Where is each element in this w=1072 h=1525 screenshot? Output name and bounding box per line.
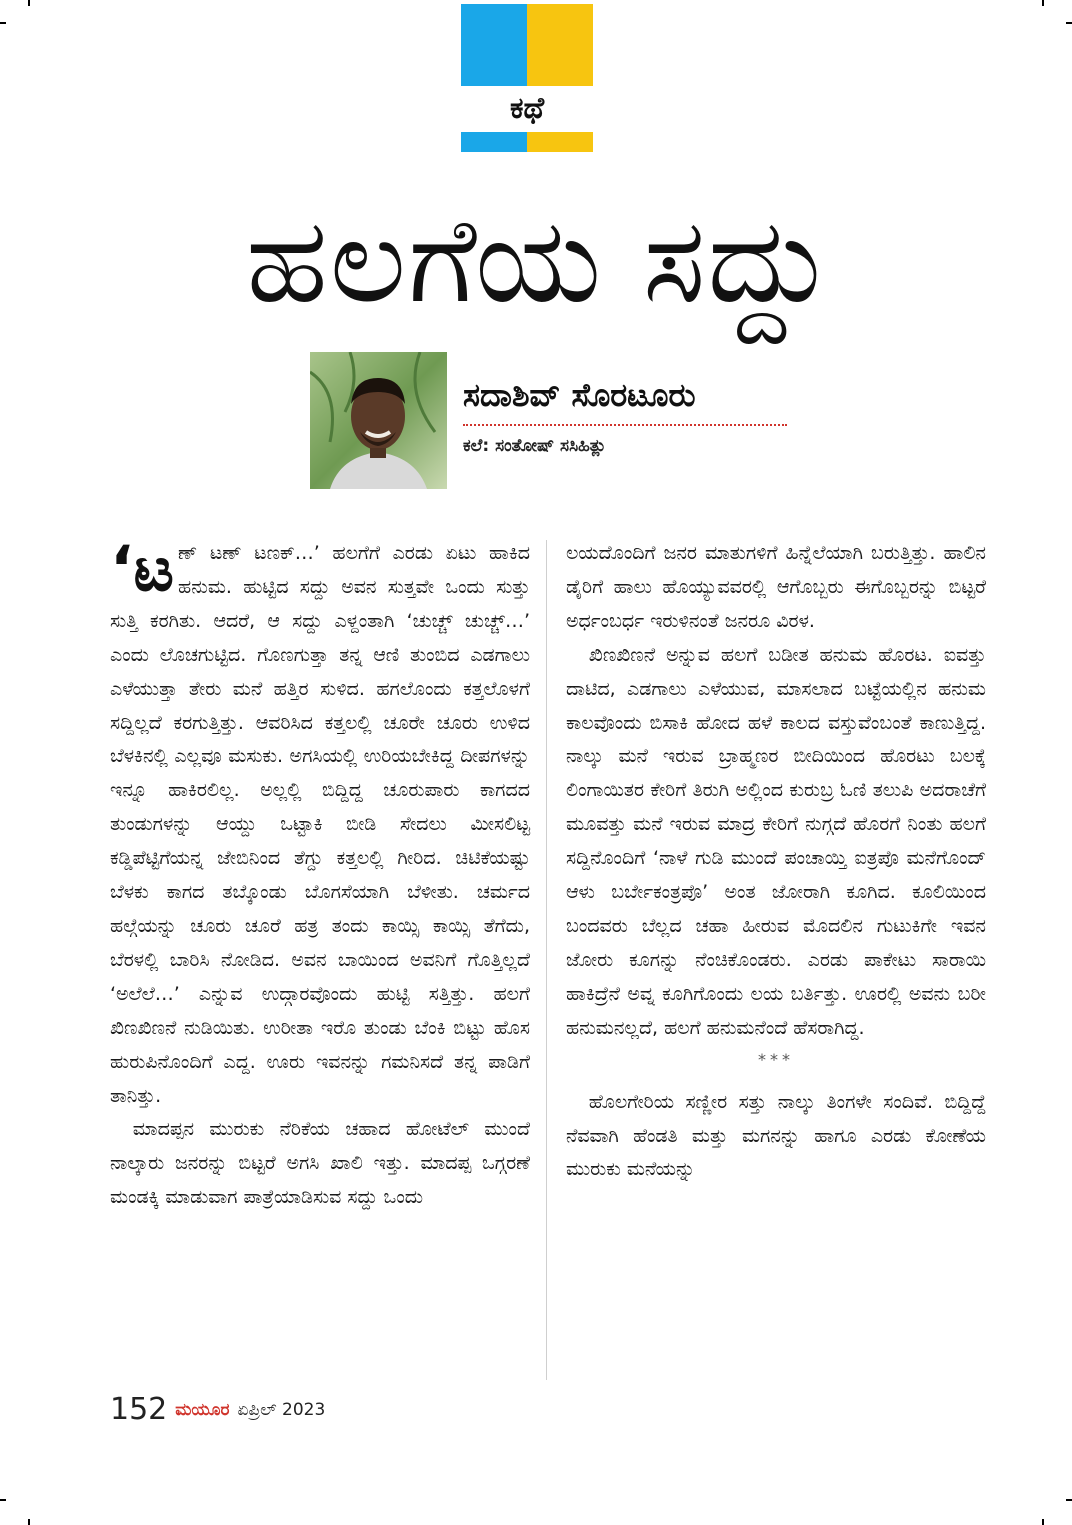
crop-mark bbox=[0, 22, 6, 24]
article-title: ಹಲಗೆಯ ಸದ್ದು bbox=[245, 191, 835, 329]
byline-divider bbox=[463, 424, 787, 426]
magazine-logo: ಮಯೂರ bbox=[175, 1400, 230, 1420]
badge-bar-blue bbox=[461, 132, 527, 152]
article-paragraph: ಖಿಣಖಿಣನೆ ಅನ್ನುವ ಹಲಗೆ ಬಡೀತ ಹನುಮ ಹೊರಟ. ಐವತ್ತು ದಾಟಿದ, ಎಡಗಾಲು ಎಳೆಯುವ, ಮಾಸಲಾದ ಬಟ್ಟೆಯಲ್ಲಿನ ಹನುಮ ಕಾಲವೊಂದು ಬಿಸಾಕಿ ಹೋದ ಹಳೆ ಕಾಲದ ವಸ್ತುವೆಂಬಂತೆ ಕಾಣುತ್ತಿದ್ದ. ನಾಲ್ಕು ಮನೆ ಇರುವ ಬ್ರಾಹ್ಮಣರ ಬೀದಿಯಿಂದ ಹೊರಟು ಬಲಕ್ಕೆ ಲಿಂಗಾಯಿತರ ಕೇರಿಗೆ ತಿರುಗಿ ಅಲ್ಲಿಂದ ಕುರುಬ್ರ ಓಣಿ ತಲುಪಿ ಅದರಾಚೆಗೆ ಮೂವತ್ತು ಮನೆ ಇರುವ ಮಾದ್ರ ಕೇರಿಗೆ ನುಗ್ಗದೆ ಹೊರಗೆ ನಿಂತು ಹಲಗೆ ಸದ್ದಿನೊಂದಿಗೆ ‘ನಾಳೆ ಗುಡಿ ಮುಂದೆ ಪಂಚಾಯ್ತಿ ಐತ್ರಪೊ ಮನೆಗೊಂದ್ ಆಳು ಬರ್ಬೇಕಂತ್ರಪೊ’ ಅಂತ ಜೋರಾಗಿ ಕೂಗಿದ. ಕೂಲಿಯಿಂದ ಬಂದವರು ಬೆಲ್ಲದ ಚಹಾ ಹೀರುವ ಮೊದಲಿನ ಗುಟುಕಿಗೇ ಇವನ ಜೋರು ಕೂಗನ್ನು ನೆಂಚಿಕೊಂಡರು. ಎರಡು ಪಾಕೇಟು ಸಾರಾಯಿ ಹಾಕಿದ್ರೆನೆ ಅವ್ನ ಕೂಗಿಗೊಂದು ಲಯ ಬರ್ತಿತ್ತು. ಊರಲ್ಲಿ ಅವನು ಬರೀ ಹನುಮನಲ್ಲದೆ, ಹಲಗೆ ಹನುಮನೆಂದೆ ಹೆಸರಾಗಿದ್ದ. bbox=[566, 643, 986, 1039]
author-name: ಸದಾಶಿವ್ ಸೊರಟೂರು bbox=[463, 376, 696, 414]
category-label: ಕಥೆ bbox=[509, 91, 545, 126]
crop-mark bbox=[1042, 0, 1044, 6]
article-paragraph: ಹೊಲಗೇರಿಯ ಸಣ್ಣೀರ ಸತ್ತು ನಾಲ್ಕು ತಿಂಗಳೇ ಸಂದಿವೆ. ಬಿದ್ದಿದ್ದೆ ನೆವವಾಗಿ ಹೆಂಡತಿ ಮತ್ತು ಮಗನನ್ನು ಹಾಗೂ ಎರಡು ಕೋಣೆಯ ಮುರುಕು ಮನೆಯನ್ನು bbox=[566, 1090, 986, 1181]
crop-mark bbox=[28, 1519, 30, 1525]
article-column-left bbox=[110, 532, 530, 1215]
crop-mark bbox=[1066, 22, 1072, 24]
crop-mark bbox=[1042, 1519, 1044, 1525]
paragraph-text: ಣ್ ಟಣ್ ಟಣಕ್…’ ಹಲಗೆಗೆ ಎರಡು ಏಟು ಹಾಕಿದ ಹನುಮ. ಹುಟ್ಟಿದ ಸದ್ದು ಅವನ ಸುತ್ತವೇ ಒಂದು ಸುತ್ತು ಸುತ್ತಿ ಕರಗಿತು. ಆದರೆ, ಆ ಸದ್ದು ಎಳ್ದಂತಾಗಿ ‘ಚುಚ್ಚ್ ಚುಚ್ಚ್…’ ಎಂದು ಲೊಚಗುಟ್ಟಿದ. ಗೊಣಗುತ್ತಾ ತನ್ನ ಆಣಿ ತುಂಬಿದ ಎಡಗಾಲು ಎಳೆಯುತ್ತಾ ತೇರು ಮನೆ ಹತ್ತಿರ ಸುಳಿದ. ಹಗಲೊಂದು ಕತ್ತಲೊಳಗೆ ಸದ್ದಿಲ್ಲದೆ ಕರಗುತ್ತಿತ್ತು. ಆವರಿಸಿದ ಕತ್ತಲಲ್ಲಿ ಚೂರೇ ಚೂರು ಉಳಿದ ಬೆಳಕಿನಲ್ಲಿ ಎಲ್ಲವೂ ಮಸುಕು. ಅಗಸಿಯಲ್ಲಿ ಉರಿಯಬೇಕಿದ್ದ ದೀಪಗಳನ್ನು ಇನ್ನೂ ಹಾಕಿರಲಿಲ್ಲ. ಅಲ್ಲಲ್ಲಿ ಬಿದ್ದಿದ್ದ ಚೂರುಪಾರು ಕಾಗದದ ತುಂಡುಗಳನ್ನು ಆಯ್ದು ಒಟ್ಟಾಕಿ ಬೀಡಿ ಸೇದಲು ಮೀಸಲಿಟ್ಟ ಕಡ್ಡಿಪೆಟ್ಟಿಗೆಯನ್ನ ಜೇಬಿನಿಂದ ತೆಗ್ದು ಕತ್ತಲಲ್ಲಿ ಗೀರಿದ. ಚಿಟಿಕೆಯಷ್ಟು ಬೆಳಕು ಕಾಗದ ತಬ್ಕೊಂಡು ಬೊಗಸೆಯಾಗಿ ಬೆಳೀತು. ಚರ್ಮದ ಹಲ್ಗೆಯನ್ನು ಚೂರು ಚೂರೆ ಹತ್ರ ತಂದು ಕಾಯ್ಸಿ ಕಾಯ್ಸಿ ತೆಗೆದು, ಬೆರಳಲ್ಲಿ ಬಾರಿಸಿ ನೋಡಿದ. ಅವನ ಬಾಯಿಂದ ಅವನಿಗೆ ಗೊತ್ತಿಲ್ಲದೆ ‘ಅಲೆಲೆ…’ ಎನ್ನುವ ಉದ್ಗಾರವೊಂದು ಹುಟ್ಟಿ ಸತ್ತಿತ್ತು. ಹಲಗೆ ಖಿಣಖಿಣನೆ ನುಡಿಯಿತು. ಉರೀತಾ ಇರೊ ತುಂಡು ಬೆಂಕಿ ಬಿಟ್ಟು ಹೊಸ ಹುರುಪಿನೊಂದಿಗೆ ಎದ್ದ. ಊರು ಇವನನ್ನು ಗಮನಿಸದೆ ತನ್ನ ಪಾಡಿಗೆ ತಾನಿತ್ತು. bbox=[110, 542, 530, 1107]
crop-mark bbox=[1066, 1499, 1072, 1501]
author-photo-illustration bbox=[310, 352, 447, 489]
article-paragraph: ಮಾದಪ್ಪನ ಮುರುಕು ನೆರಿಕೆಯ ಚಹಾದ ಹೋಟೆಲ್ ಮುಂದೆ ನಾಲ್ಕಾರು ಜನರನ್ನು ಬಿಟ್ಟರೆ ಅಗಸಿ ಖಾಲಿ ಇತ್ತು. ಮಾದಪ್ಪ ಒಗ್ಗರಣೆ ಮಂಡಕ್ಕಿ ಮಾಡುವಾಗ ಪಾತ್ರೆಯಾಡಿಸುವ ಸದ್ದು ಒಂದು bbox=[110, 1118, 530, 1209]
article-paragraph: ಲಯದೊಂದಿಗೆ ಜನರ ಮಾತುಗಳಿಗೆ ಹಿನ್ನೆಲೆಯಾಗಿ ಬರುತ್ತಿತ್ತು. ಹಾಲಿನ ಡೈರಿಗೆ ಹಾಲು ಹೊಯ್ಯುವವರಲ್ಲಿ ಆಗೊಬ್ಬರು ಈಗೊಬ್ಬರನ್ನು ಬಿಟ್ಟರೆ ಅರ್ಧಂಬರ್ಧ ಇರುಳಿನಂತೆ ಜನರೂ ವಿರಳ. bbox=[566, 542, 986, 632]
column-divider bbox=[546, 540, 547, 1380]
issue-date: ಏಪ್ರಿಲ್ 2023 bbox=[237, 1400, 326, 1420]
page-number: 152 bbox=[110, 1392, 168, 1427]
badge-block-blue bbox=[461, 4, 527, 86]
author-photo bbox=[310, 352, 447, 489]
crop-mark bbox=[28, 0, 30, 6]
crop-mark bbox=[0, 1499, 6, 1501]
drop-cap: ‘ಟ bbox=[110, 532, 175, 605]
category-badge bbox=[461, 4, 593, 152]
illustrator-credit: ಕಲೆ: ಸಂತೋಷ್ ಸಸಿಹಿತ್ಲು bbox=[463, 436, 607, 456]
page-footer bbox=[110, 1390, 510, 1430]
badge-block-yellow bbox=[527, 4, 593, 86]
badge-bar-yellow bbox=[527, 132, 593, 152]
section-break: *** bbox=[758, 1049, 794, 1069]
article-paragraph bbox=[110, 532, 530, 1113]
article-column-right bbox=[566, 537, 986, 1187]
